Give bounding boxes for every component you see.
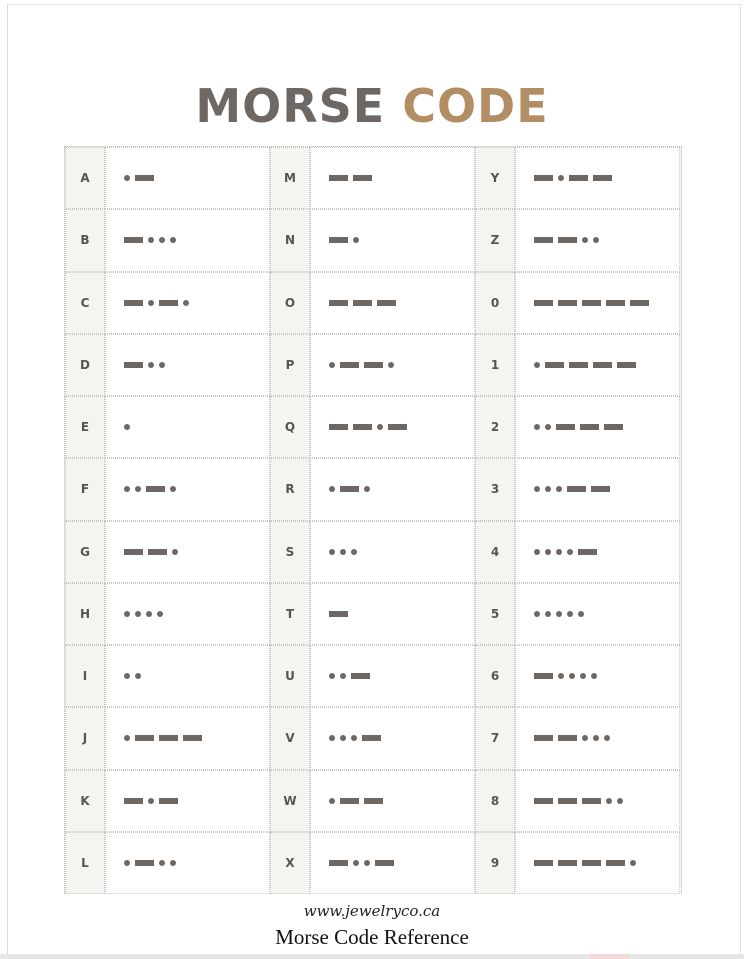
morse-code-table xyxy=(64,146,682,894)
letter-cell-r: R xyxy=(270,458,310,520)
letter-cell-b: B xyxy=(65,209,105,271)
code-cell-7 xyxy=(515,707,680,769)
letter-cell-j: J xyxy=(65,707,105,769)
dash-symbol xyxy=(135,175,154,181)
letter-cell-p: P xyxy=(270,334,310,396)
dot-symbol xyxy=(593,735,599,741)
code-cell-t xyxy=(310,583,475,645)
dash-symbol xyxy=(578,549,597,555)
dash-symbol xyxy=(630,300,649,306)
morse-symbols xyxy=(124,148,159,208)
dot-symbol xyxy=(582,237,588,243)
dot-symbol xyxy=(124,486,130,492)
code-cell-g xyxy=(105,521,270,583)
dash-symbol xyxy=(124,362,143,368)
dot-symbol xyxy=(545,486,551,492)
morse-symbols xyxy=(534,210,604,270)
dash-symbol xyxy=(340,362,359,368)
letter-cell-s: S xyxy=(270,521,310,583)
dot-symbol xyxy=(351,549,357,555)
letter-cell-2: 2 xyxy=(475,396,515,458)
dash-symbol xyxy=(558,300,577,306)
dash-symbol xyxy=(617,362,636,368)
code-cell-d xyxy=(105,334,270,396)
dash-symbol xyxy=(388,424,407,430)
morse-symbols xyxy=(329,708,386,768)
dot-symbol xyxy=(556,549,562,555)
letter-cell-6: 6 xyxy=(475,645,515,707)
code-cell-s xyxy=(310,521,475,583)
letter-cell-1: 1 xyxy=(475,334,515,396)
morse-symbols xyxy=(534,584,589,644)
code-cell-q xyxy=(310,396,475,458)
dash-symbol xyxy=(329,424,348,430)
morse-symbols xyxy=(534,833,641,893)
dot-symbol xyxy=(582,735,588,741)
morse-symbols xyxy=(329,646,375,706)
dot-symbol xyxy=(606,798,612,804)
letter-cell-k: K xyxy=(65,770,105,832)
letter-cell-a: A xyxy=(65,147,105,209)
dash-symbol xyxy=(364,798,383,804)
letter-cell-d: D xyxy=(65,334,105,396)
morse-symbols xyxy=(534,771,628,831)
code-cell-8 xyxy=(515,770,680,832)
dash-symbol xyxy=(362,735,381,741)
dash-symbol xyxy=(146,486,165,492)
dot-symbol xyxy=(148,798,154,804)
dot-symbol xyxy=(353,237,359,243)
morse-symbols xyxy=(124,646,146,706)
letter-cell-5: 5 xyxy=(475,583,515,645)
code-cell-i xyxy=(105,645,270,707)
dot-symbol xyxy=(124,860,130,866)
dot-symbol xyxy=(135,611,141,617)
dot-symbol xyxy=(377,424,383,430)
dash-symbol xyxy=(534,735,553,741)
morse-symbols xyxy=(329,771,388,831)
dash-symbol xyxy=(353,300,372,306)
dot-symbol xyxy=(170,486,176,492)
code-cell-y xyxy=(515,147,680,209)
code-cell-p xyxy=(310,334,475,396)
dash-symbol xyxy=(582,798,601,804)
dash-symbol xyxy=(329,611,348,617)
code-cell-v xyxy=(310,707,475,769)
dot-symbol xyxy=(364,860,370,866)
dot-symbol xyxy=(159,860,165,866)
dash-symbol xyxy=(556,424,575,430)
dot-symbol xyxy=(558,175,564,181)
morse-symbols xyxy=(329,397,412,457)
dot-symbol xyxy=(534,549,540,555)
dash-symbol xyxy=(606,860,625,866)
dash-symbol xyxy=(534,673,553,679)
letter-cell-y: Y xyxy=(475,147,515,209)
dot-symbol xyxy=(534,486,540,492)
morse-symbols xyxy=(534,459,615,519)
dot-symbol xyxy=(135,486,141,492)
dash-symbol xyxy=(558,798,577,804)
dot-symbol xyxy=(340,735,346,741)
dash-symbol xyxy=(569,175,588,181)
footer-caption: Morse Code Reference xyxy=(275,925,469,949)
morse-symbols xyxy=(534,646,602,706)
code-cell-f xyxy=(105,458,270,520)
morse-symbols xyxy=(329,273,401,333)
dash-symbol xyxy=(558,237,577,243)
dot-symbol xyxy=(593,237,599,243)
letter-cell-3: 3 xyxy=(475,458,515,520)
letter-cell-l: L xyxy=(65,832,105,894)
dash-symbol xyxy=(567,486,586,492)
morse-symbols xyxy=(534,397,628,457)
dot-symbol xyxy=(545,549,551,555)
code-cell-1 xyxy=(515,334,680,396)
dot-symbol xyxy=(340,673,346,679)
morse-symbols xyxy=(329,459,375,519)
letter-cell-0: 0 xyxy=(475,272,515,334)
dash-symbol xyxy=(558,860,577,866)
dot-symbol xyxy=(148,362,154,368)
code-cell-c xyxy=(105,272,270,334)
dash-symbol xyxy=(377,300,396,306)
dot-symbol xyxy=(578,611,584,617)
code-cell-n xyxy=(310,209,475,271)
dash-symbol xyxy=(148,549,167,555)
dash-symbol xyxy=(534,237,553,243)
code-cell-5 xyxy=(515,583,680,645)
code-cell-b xyxy=(105,209,270,271)
code-cell-o xyxy=(310,272,475,334)
dash-symbol xyxy=(351,673,370,679)
dot-symbol xyxy=(534,611,540,617)
dash-symbol xyxy=(534,860,553,866)
dot-symbol xyxy=(124,611,130,617)
dot-symbol xyxy=(157,611,163,617)
morse-symbols xyxy=(124,459,181,519)
dot-symbol xyxy=(329,735,335,741)
dot-symbol xyxy=(124,175,130,181)
dash-symbol xyxy=(340,798,359,804)
dot-symbol xyxy=(329,486,335,492)
dash-symbol xyxy=(124,237,143,243)
code-cell-x xyxy=(310,832,475,894)
morse-symbols xyxy=(329,833,399,893)
dash-symbol xyxy=(124,300,143,306)
footer-url: www.jewelryco.ca xyxy=(303,902,441,920)
dash-symbol xyxy=(329,860,348,866)
dot-symbol xyxy=(329,798,335,804)
code-cell-k xyxy=(105,770,270,832)
code-cell-r xyxy=(310,458,475,520)
letter-cell-z: Z xyxy=(475,209,515,271)
morse-symbols xyxy=(534,273,654,333)
dot-symbol xyxy=(172,549,178,555)
page-title xyxy=(0,78,744,134)
code-cell-j xyxy=(105,707,270,769)
dot-symbol xyxy=(556,611,562,617)
dash-symbol xyxy=(582,300,601,306)
dot-symbol xyxy=(159,237,165,243)
code-cell-4 xyxy=(515,521,680,583)
morse-symbols xyxy=(124,335,170,395)
dot-symbol xyxy=(353,860,359,866)
dash-symbol xyxy=(329,300,348,306)
dash-symbol xyxy=(569,362,588,368)
morse-symbols xyxy=(534,522,602,582)
dot-symbol xyxy=(148,300,154,306)
morse-symbols xyxy=(329,584,353,644)
dash-symbol xyxy=(353,175,372,181)
code-cell-w xyxy=(310,770,475,832)
letter-cell-q: Q xyxy=(270,396,310,458)
dot-symbol xyxy=(124,424,130,430)
letter-cell-h: H xyxy=(65,583,105,645)
letter-cell-v: V xyxy=(270,707,310,769)
code-cell-a xyxy=(105,147,270,209)
morse-symbols xyxy=(124,210,181,270)
letter-cell-9: 9 xyxy=(475,832,515,894)
dash-symbol xyxy=(159,798,178,804)
bottom-strip-accent xyxy=(590,954,630,959)
code-cell-m xyxy=(310,147,475,209)
dot-symbol xyxy=(170,860,176,866)
code-cell-6 xyxy=(515,645,680,707)
morse-symbols xyxy=(534,708,615,768)
dash-symbol xyxy=(593,362,612,368)
dot-symbol xyxy=(329,549,335,555)
code-cell-2 xyxy=(515,396,680,458)
dash-symbol xyxy=(593,175,612,181)
dash-symbol xyxy=(124,549,143,555)
morse-symbols xyxy=(329,148,377,208)
letter-cell-m: M xyxy=(270,147,310,209)
dash-symbol xyxy=(183,735,202,741)
morse-symbols xyxy=(124,771,183,831)
dot-symbol xyxy=(135,673,141,679)
morse-symbols xyxy=(124,708,207,768)
letter-cell-i: I xyxy=(65,645,105,707)
dash-symbol xyxy=(353,424,372,430)
morse-symbols xyxy=(124,833,181,893)
dot-symbol xyxy=(558,673,564,679)
dot-symbol xyxy=(170,237,176,243)
dash-symbol xyxy=(329,237,348,243)
dot-symbol xyxy=(364,486,370,492)
dot-symbol xyxy=(567,549,573,555)
code-cell-u xyxy=(310,645,475,707)
dot-symbol xyxy=(556,486,562,492)
morse-symbols xyxy=(329,335,399,395)
title-word-morse: MORSE xyxy=(195,79,386,133)
dash-symbol xyxy=(340,486,359,492)
dot-symbol xyxy=(545,611,551,617)
dash-symbol xyxy=(159,300,178,306)
dash-symbol xyxy=(135,735,154,741)
morse-symbols xyxy=(124,273,194,333)
dash-symbol xyxy=(606,300,625,306)
letter-cell-u: U xyxy=(270,645,310,707)
letter-cell-c: C xyxy=(65,272,105,334)
dot-symbol xyxy=(351,735,357,741)
dash-symbol xyxy=(375,860,394,866)
morse-symbols xyxy=(534,148,617,208)
dash-symbol xyxy=(582,860,601,866)
dot-symbol xyxy=(159,362,165,368)
dot-symbol xyxy=(604,735,610,741)
letter-cell-t: T xyxy=(270,583,310,645)
letter-cell-f: F xyxy=(65,458,105,520)
dot-symbol xyxy=(183,300,189,306)
letter-cell-7: 7 xyxy=(475,707,515,769)
code-cell-3 xyxy=(515,458,680,520)
morse-symbols xyxy=(124,584,168,644)
dash-symbol xyxy=(534,798,553,804)
dash-symbol xyxy=(558,735,577,741)
dot-symbol xyxy=(124,673,130,679)
dot-symbol xyxy=(569,673,575,679)
dash-symbol xyxy=(159,735,178,741)
code-cell-0 xyxy=(515,272,680,334)
morse-symbols xyxy=(329,210,364,270)
dot-symbol xyxy=(340,549,346,555)
dot-symbol xyxy=(124,735,130,741)
dash-symbol xyxy=(364,362,383,368)
dot-symbol xyxy=(329,362,335,368)
code-cell-e xyxy=(105,396,270,458)
dash-symbol xyxy=(124,798,143,804)
dash-symbol xyxy=(135,860,154,866)
dot-symbol xyxy=(329,673,335,679)
dot-symbol xyxy=(617,798,623,804)
bottom-strip xyxy=(0,954,744,959)
morse-symbols xyxy=(534,335,641,395)
code-cell-l xyxy=(105,832,270,894)
letter-cell-o: O xyxy=(270,272,310,334)
dot-symbol xyxy=(545,424,551,430)
dot-symbol xyxy=(148,237,154,243)
dot-symbol xyxy=(567,611,573,617)
dash-symbol xyxy=(545,362,564,368)
dash-symbol xyxy=(534,175,553,181)
dot-symbol xyxy=(534,424,540,430)
letter-cell-e: E xyxy=(65,396,105,458)
morse-symbols xyxy=(124,522,183,582)
code-cell-9 xyxy=(515,832,680,894)
letter-cell-4: 4 xyxy=(475,521,515,583)
dot-symbol xyxy=(630,860,636,866)
code-cell-h xyxy=(105,583,270,645)
letter-cell-w: W xyxy=(270,770,310,832)
dot-symbol xyxy=(534,362,540,368)
letter-cell-n: N xyxy=(270,209,310,271)
dot-symbol xyxy=(388,362,394,368)
dash-symbol xyxy=(604,424,623,430)
dash-symbol xyxy=(580,424,599,430)
letter-cell-x: X xyxy=(270,832,310,894)
dot-symbol xyxy=(580,673,586,679)
dot-symbol xyxy=(591,673,597,679)
title-word-code: CODE xyxy=(402,79,549,133)
code-cell-z xyxy=(515,209,680,271)
morse-symbols xyxy=(329,522,362,582)
letter-cell-8: 8 xyxy=(475,770,515,832)
dash-symbol xyxy=(534,300,553,306)
dash-symbol xyxy=(329,175,348,181)
dot-symbol xyxy=(146,611,152,617)
morse-symbols xyxy=(124,397,135,457)
dash-symbol xyxy=(591,486,610,492)
letter-cell-g: G xyxy=(65,521,105,583)
